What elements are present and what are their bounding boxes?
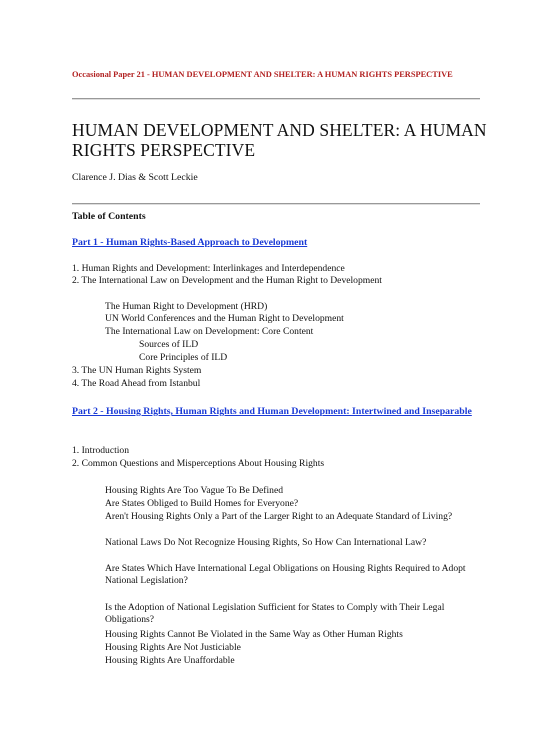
toc-item[interactable]: 3. The UN Human Rights System (72, 365, 202, 376)
part-1-link[interactable]: Part 1 - Human Rights-Based Approach to Development (72, 237, 308, 248)
part-2-link[interactable]: Part 2 - Housing Rights, Human Rights and Human Development: Intertwined and Inseparable (72, 406, 472, 417)
toc-subitem[interactable]: Are States Obliged to Build Homes for Everyone? (105, 498, 299, 509)
toc-subitem[interactable]: Housing Rights Cannot Be Violated in the Same Way as Other Human Rights (105, 629, 403, 640)
toc-divider (72, 203, 480, 205)
toc-item[interactable]: 1. Human Rights and Development: Interlinkages and Interdependence (72, 263, 345, 274)
toc-item[interactable]: 2. The International Law on Development and the Human Right to Development (72, 275, 382, 286)
toc-subitem[interactable]: Is the Adoption of National Legislation Sufficient for States to Comply with Their Legal Obligations? (105, 602, 445, 625)
paper-header: Occasional Paper 21 - HUMAN DEVELOPMENT AND SHELTER: A HUMAN RIGHTS PERSPECTIVE (72, 70, 453, 79)
toc-subitem[interactable]: The International Law on Development: Core Content (105, 326, 314, 337)
document-title: HUMAN DEVELOPMENT AND SHELTER: A HUMAN RIGHTS PERSPECTIVE (72, 120, 487, 160)
toc-subsubitem[interactable]: Sources of ILD (139, 339, 199, 350)
toc-subitem[interactable]: The Human Right to Development (HRD) (105, 301, 268, 312)
toc-subitem[interactable]: UN World Conferences and the Human Right to Development (105, 313, 344, 324)
toc-subitem[interactable]: Housing Rights Are Not Justiciable (105, 642, 241, 653)
header-divider (72, 98, 480, 100)
toc-subitem[interactable]: Are States Which Have International Legal Obligations on Housing Rights Required to Adopt National Legislation? (105, 563, 466, 586)
document-authors: Clarence J. Dias & Scott Leckie (72, 172, 198, 183)
toc-item[interactable]: 2. Common Questions and Misperceptions About Housing Rights (72, 458, 325, 469)
toc-subitem[interactable]: Aren't Housing Rights Only a Part of the Larger Right to an Adequate Standard of Living? (105, 511, 453, 522)
toc-item[interactable]: 4. The Road Ahead from Istanbul (72, 378, 201, 389)
toc-subitem[interactable]: Housing Rights Are Too Vague To Be Defined (105, 485, 283, 496)
toc-item[interactable]: 1. Introduction (72, 445, 130, 456)
toc-subitem[interactable]: National Laws Do Not Recognize Housing Rights, So How Can International Law? (105, 537, 427, 548)
toc-subsubitem[interactable]: Core Principles of ILD (139, 352, 228, 363)
toc-heading: Table of Contents (72, 211, 146, 222)
toc-subitem[interactable]: Housing Rights Are Unaffordable (105, 655, 235, 666)
